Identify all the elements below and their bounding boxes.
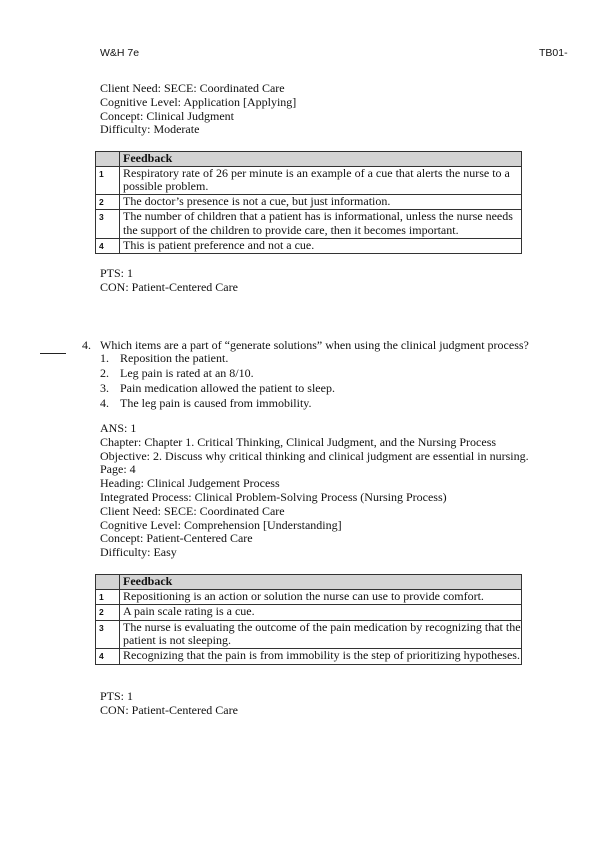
question-number: 4. [82, 338, 91, 352]
options-list [100, 351, 335, 411]
feedback-row [96, 238, 522, 254]
feedback-header-row [96, 575, 522, 590]
feedback-row-num: 2 [96, 194, 120, 210]
feedback-row [96, 166, 522, 194]
feedback-row-num: 4 [96, 648, 120, 664]
option-text: The leg pain is caused from immobility. [120, 396, 312, 410]
option-item [100, 381, 335, 396]
feedback-row-text: A pain scale rating is a cue. [120, 605, 522, 621]
feedback-row [96, 210, 522, 238]
option-item [100, 366, 335, 381]
block1-meta [100, 82, 296, 137]
pts: PTS: 1 [100, 266, 134, 280]
feedback-header-row [96, 152, 522, 167]
meta-line: Client Need: SECE: Coordinated Care [100, 503, 285, 518]
meta-line: Page: 4 [100, 462, 136, 477]
option-number: 4. [100, 396, 109, 410]
option-text: Leg pain is rated at an 8/10. [120, 366, 254, 380]
con: CON: Patient-Centered Care [100, 279, 238, 294]
block2-meta [100, 422, 529, 560]
feedback-header-blank [96, 575, 120, 590]
feedback-row-text: Respiratory rate of 26 per minute is an example of a cue that alerts the nurse to a possible problem. [120, 166, 522, 194]
header-left: W&H 7e [100, 47, 140, 59]
feedback-table-1 [95, 151, 522, 254]
header-right: TB01- [539, 47, 568, 59]
meta-line: Cognitive Level: Application [Applying] [100, 94, 297, 109]
feedback-row-text: The nurse is evaluating the outcome of the pain medication by recognizing that the patient is not sleeping. [120, 620, 522, 648]
answer-blank-line[interactable] [40, 353, 66, 354]
feedback-row-text: The doctor’s presence is not a cue, but just information. [120, 194, 522, 210]
meta-line: Chapter: Chapter 1. Critical Thinking, Clinical Judgment, and the Nursing Process [100, 434, 497, 449]
option-text: Pain medication allowed the patient to sleep. [120, 381, 335, 395]
block1-footer [100, 267, 238, 295]
meta-line: Integrated Process: Clinical Problem-Solving Process (Nursing Process) [100, 489, 447, 504]
feedback-row-num: 4 [96, 238, 120, 254]
option-item [100, 351, 335, 366]
question-text: Which items are a part of “generate solutions” when using the clinical judgment process? [100, 338, 529, 352]
meta-line: Client Need: SECE: Coordinated Care [100, 81, 285, 95]
option-number: 2. [100, 366, 109, 380]
feedback-row [96, 620, 522, 648]
option-item [100, 396, 335, 411]
pts: PTS: 1 [100, 689, 134, 703]
feedback-row [96, 648, 522, 664]
meta-line: ANS: 1 [100, 421, 137, 435]
feedback-row-num: 1 [96, 166, 120, 194]
con: CON: Patient-Centered Care [100, 702, 238, 717]
feedback-row [96, 605, 522, 621]
feedback-table-2 [95, 574, 522, 665]
option-number: 3. [100, 381, 109, 395]
meta-line: Concept: Patient-Centered Care [100, 531, 253, 546]
feedback-row-num: 2 [96, 605, 120, 621]
meta-line: Objective: 2. Discuss why critical thinking and clinical judgment are essential in nursing. [100, 448, 529, 463]
feedback-row [96, 194, 522, 210]
feedback-row-num: 1 [96, 589, 120, 605]
option-text: Reposition the patient. [120, 351, 229, 365]
feedback-header: Feedback [120, 575, 522, 590]
feedback-header-blank [96, 152, 120, 167]
meta-line: Difficulty: Easy [100, 545, 177, 560]
feedback-row-text: Recognizing that the pain is from immobility is the step of prioritizing hypotheses. [120, 648, 522, 664]
feedback-header: Feedback [120, 152, 522, 167]
feedback-row-text: The number of children that a patient has is informational, unless the nurse needs the support of the children to provide care, then it becomes important. [120, 210, 522, 238]
meta-line: Cognitive Level: Comprehension [Understanding] [100, 517, 342, 532]
meta-line: Heading: Clinical Judgement Process [100, 476, 280, 491]
feedback-row-num: 3 [96, 210, 120, 238]
feedback-row-num: 3 [96, 620, 120, 648]
feedback-row-text: Repositioning is an action or solution the nurse can use to provide comfort. [120, 589, 522, 605]
meta-line: Concept: Clinical Judgment [100, 108, 234, 123]
meta-line: Difficulty: Moderate [100, 122, 200, 137]
feedback-row [96, 589, 522, 605]
feedback-row-text: This is patient preference and not a cue. [120, 238, 522, 254]
block2-footer [100, 690, 238, 718]
option-number: 1. [100, 351, 109, 365]
